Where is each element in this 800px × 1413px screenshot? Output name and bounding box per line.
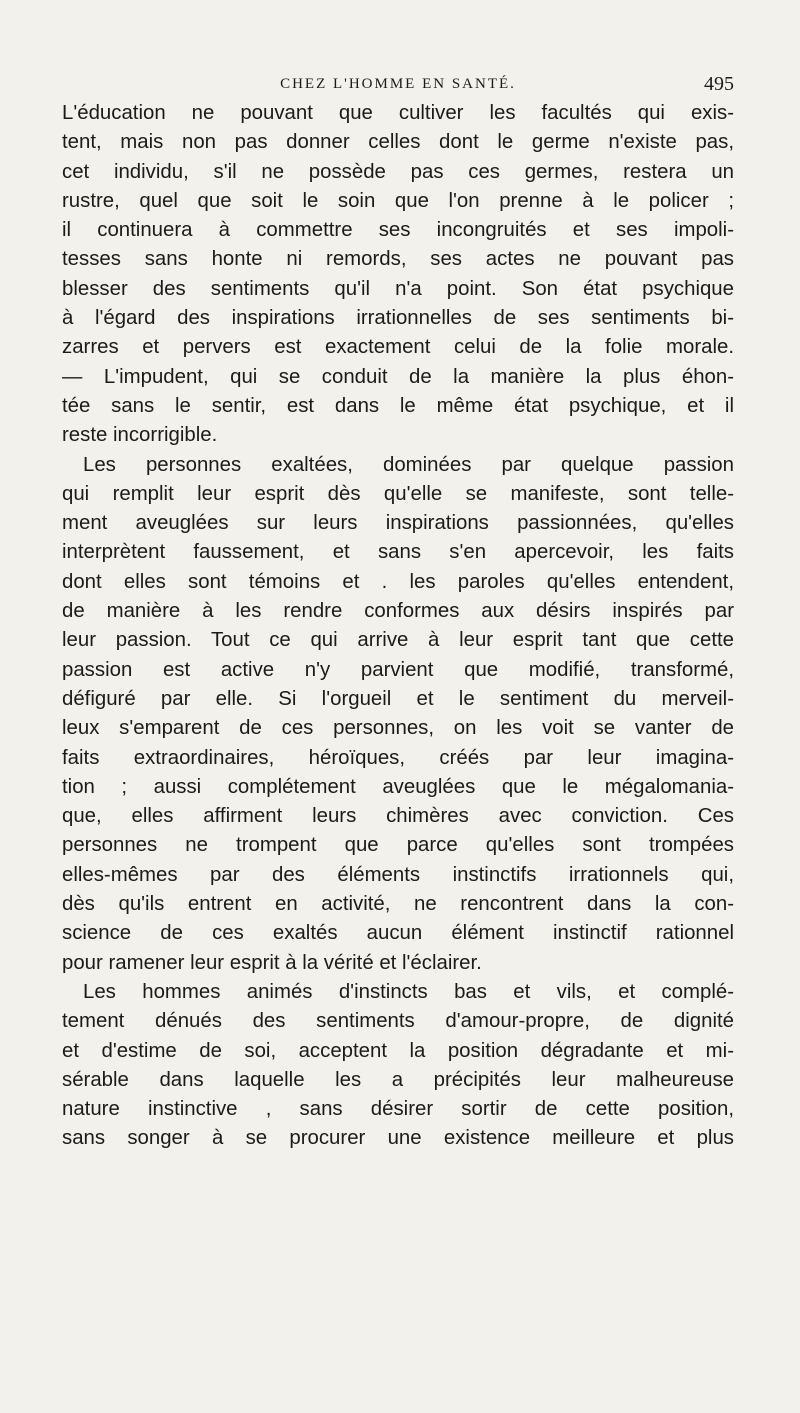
text-line: passion est active n'y parvient que modifié, transformé, <box>62 658 734 681</box>
text-line: leur passion. Tout ce qui arrive à leur esprit tant que cette <box>62 629 734 652</box>
text-line: de manière à les rendre conformes aux désirs inspirés par <box>62 600 734 623</box>
text-line: tent, mais non pas donner celles dont le germe n'existe pas, <box>62 131 734 154</box>
running-title: CHEZ L'HOMME EN SANTÉ. <box>280 76 516 92</box>
body-text <box>62 99 734 1154</box>
text-line: tion ; aussi complétement aveuglées que le mégalomania- <box>62 775 734 798</box>
text-line: qui remplit leur esprit dès qu'elle se manifeste, sont telle- <box>62 482 734 505</box>
text-line: défiguré par elle. Si l'orgueil et le sentiment du merveil- <box>62 687 734 710</box>
text-line: sans songer à se procurer une existence meilleure et plus <box>62 1127 734 1150</box>
text-line: nature instinctive , sans désirer sortir de cette position, <box>62 1098 734 1121</box>
text-line: tée sans le sentir, est dans le même état psychique, et il <box>62 394 734 417</box>
text-line: rustre, quel que soit le soin que l'on prenne à le policer ; <box>62 189 734 212</box>
text-line: blesser des sentiments qu'il n'a point. Son état psychique <box>62 277 734 300</box>
text-line: tesses sans honte ni remords, ses actes ne pouvant pas <box>62 248 734 271</box>
text-line: zarres et pervers est exactement celui de la folie morale. <box>62 336 734 359</box>
text-line: reste incorrigible. <box>62 424 218 447</box>
text-line: elles-mêmes par des éléments instinctifs irrationnels qui, <box>62 863 734 886</box>
text-line: que, elles affirment leurs chimères avec conviction. Ces <box>62 805 734 828</box>
text-line: interprètent faussement, et sans s'en apercevoir, les faits <box>62 541 734 564</box>
text-line: à l'égard des inspirations irrationnelles de ses sentiments bi- <box>62 307 734 330</box>
text-line: cet individu, s'il ne possède pas ces germes, restera un <box>62 160 734 183</box>
text-line: pour ramener leur esprit à la vérité et l'éclairer. <box>62 951 482 974</box>
text-line: faits extraordinaires, héroïques, créés par leur imagina- <box>62 746 734 769</box>
text-line: leux s'emparent de ces personnes, on les voit se vanter de <box>62 717 734 740</box>
text-line: il continuera à commettre ses incongruités et ses impoli- <box>62 219 734 242</box>
text-line: science de ces exaltés aucun élément instinctif rationnel <box>62 922 734 945</box>
page-number: 495 <box>704 73 734 95</box>
text-line: L'éducation ne pouvant que cultiver les facultés qui exis- <box>62 102 734 124</box>
text-line: — L'impudent, qui se conduit de la manière la plus éhon- <box>62 365 734 388</box>
text-line: dont elles sont témoins et . les paroles qu'elles entendent, <box>62 570 734 593</box>
text-line: personnes ne trompent que parce qu'elles sont trompées <box>62 834 734 857</box>
text-line: tement dénués des sentiments d'amour-propre, de dignité <box>62 1010 734 1033</box>
text-line: Les personnes exaltées, dominées par quelque passion <box>83 453 734 476</box>
text-line: ment aveuglées sur leurs inspirations passionnées, qu'elles <box>62 512 734 535</box>
running-head <box>62 73 734 98</box>
text-line: dès qu'ils entrent en activité, ne rencontrent dans la con- <box>62 893 734 916</box>
text-line: Les hommes animés d'instincts bas et vils, et complé- <box>83 980 734 1003</box>
text-line: et d'estime de soi, acceptent la position dégradante et mi- <box>62 1039 734 1062</box>
text-line: sérable dans laquelle les a précipités leur malheureuse <box>62 1068 734 1091</box>
